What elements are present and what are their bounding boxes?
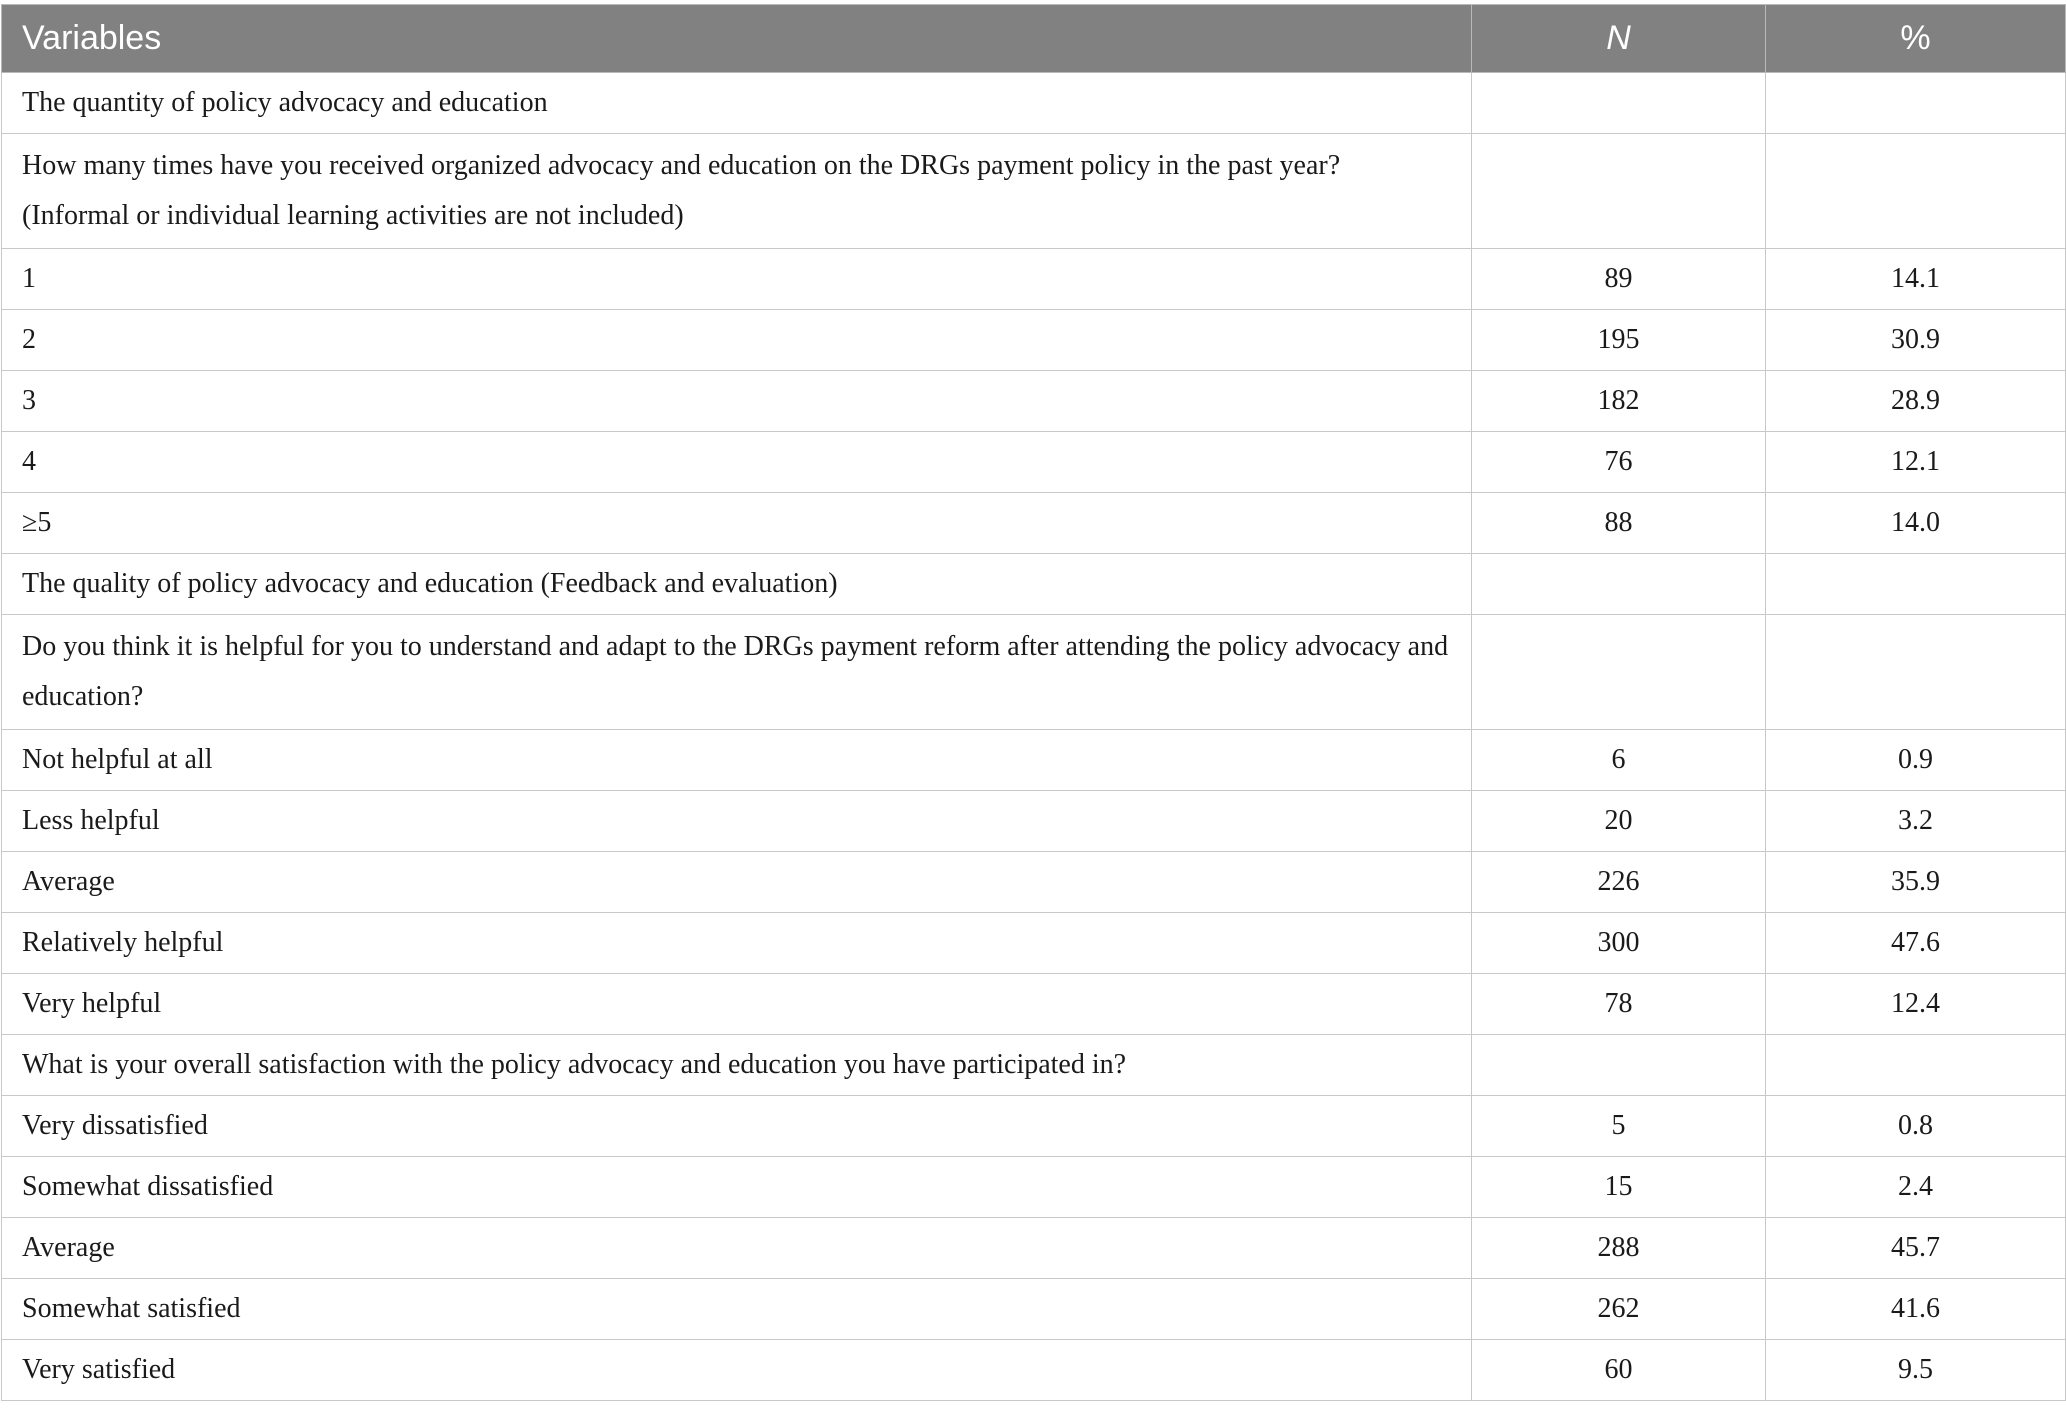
row-n-value — [1472, 554, 1766, 615]
row-percent-value: 2.4 — [1766, 1157, 2066, 1218]
row-percent-value: 45.7 — [1766, 1218, 2066, 1279]
row-percent-value — [1766, 1035, 2066, 1096]
row-label: Somewhat satisfied — [2, 1279, 1472, 1340]
row-n-value: 262 — [1472, 1279, 1766, 1340]
row-n-value: 288 — [1472, 1218, 1766, 1279]
row-label: Average — [2, 852, 1472, 913]
row-n-value: 88 — [1472, 493, 1766, 554]
table-row — [2, 371, 2066, 432]
row-percent-value: 30.9 — [1766, 310, 2066, 371]
row-percent-value — [1766, 615, 2066, 730]
table-row — [2, 249, 2066, 310]
row-label: Very helpful — [2, 974, 1472, 1035]
row-percent-value: 12.4 — [1766, 974, 2066, 1035]
row-label: Very satisfied — [2, 1340, 1472, 1401]
header-row — [2, 5, 2066, 73]
row-n-value: 20 — [1472, 791, 1766, 852]
table-row — [2, 852, 2066, 913]
row-n-value — [1472, 1035, 1766, 1096]
table-row — [2, 1157, 2066, 1218]
table-row — [2, 1035, 2066, 1096]
table-row — [2, 73, 2066, 134]
row-label: ≥5 — [2, 493, 1472, 554]
row-percent-value: 0.9 — [1766, 730, 2066, 791]
row-label: Do you think it is helpful for you to understand and adapt to the DRGs payment reform after attending the policy advocacy and education? — [2, 615, 1472, 730]
table-row — [2, 493, 2066, 554]
table-row — [2, 1340, 2066, 1401]
row-label: Average — [2, 1218, 1472, 1279]
table-row — [2, 310, 2066, 371]
row-label: Somewhat dissatisfied — [2, 1157, 1472, 1218]
table-row — [2, 730, 2066, 791]
row-label: Relatively helpful — [2, 913, 1472, 974]
row-label: Less helpful — [2, 791, 1472, 852]
row-percent-value — [1766, 554, 2066, 615]
row-label: What is your overall satisfaction with the policy advocacy and education you have participated in? — [2, 1035, 1472, 1096]
table-row — [2, 554, 2066, 615]
row-percent-value: 35.9 — [1766, 852, 2066, 913]
row-percent-value: 41.6 — [1766, 1279, 2066, 1340]
table-row — [2, 1096, 2066, 1157]
row-label: 3 — [2, 371, 1472, 432]
row-percent-value: 28.9 — [1766, 371, 2066, 432]
row-n-value: 300 — [1472, 913, 1766, 974]
table-row — [2, 134, 2066, 249]
table-row — [2, 615, 2066, 730]
row-percent-value: 14.0 — [1766, 493, 2066, 554]
table-row — [2, 791, 2066, 852]
row-n-value: 182 — [1472, 371, 1766, 432]
row-n-value: 6 — [1472, 730, 1766, 791]
row-percent-value: 14.1 — [1766, 249, 2066, 310]
table-row — [2, 432, 2066, 493]
row-percent-value — [1766, 73, 2066, 134]
row-label: 1 — [2, 249, 1472, 310]
data-table-container — [0, 4, 2066, 1401]
row-label: How many times have you received organized advocacy and education on the DRGs payment policy in the past year? (Informal or individual learning activities are not included) — [2, 134, 1472, 249]
row-percent-value: 0.8 — [1766, 1096, 2066, 1157]
table-row — [2, 1218, 2066, 1279]
row-label: Very dissatisfied — [2, 1096, 1472, 1157]
row-n-value: 60 — [1472, 1340, 1766, 1401]
row-label: 2 — [2, 310, 1472, 371]
row-n-value — [1472, 73, 1766, 134]
row-n-value: 78 — [1472, 974, 1766, 1035]
row-n-value — [1472, 134, 1766, 249]
row-n-value: 226 — [1472, 852, 1766, 913]
row-label: 4 — [2, 432, 1472, 493]
table-row — [2, 974, 2066, 1035]
table-row — [2, 913, 2066, 974]
row-n-value — [1472, 615, 1766, 730]
table-body — [2, 73, 2066, 1401]
row-percent-value — [1766, 134, 2066, 249]
row-n-value: 5 — [1472, 1096, 1766, 1157]
row-n-value: 15 — [1472, 1157, 1766, 1218]
row-label: The quantity of policy advocacy and education — [2, 73, 1472, 134]
row-percent-value: 3.2 — [1766, 791, 2066, 852]
header-n: N — [1472, 5, 1766, 73]
row-n-value: 89 — [1472, 249, 1766, 310]
row-n-value: 76 — [1472, 432, 1766, 493]
header-variables: Variables — [2, 5, 1472, 73]
table-row — [2, 1279, 2066, 1340]
row-percent-value: 47.6 — [1766, 913, 2066, 974]
row-label: Not helpful at all — [2, 730, 1472, 791]
row-percent-value: 9.5 — [1766, 1340, 2066, 1401]
data-table — [1, 4, 2066, 1401]
header-percent: % — [1766, 5, 2066, 73]
row-n-value: 195 — [1472, 310, 1766, 371]
row-label: The quality of policy advocacy and education (Feedback and evaluation) — [2, 554, 1472, 615]
table-header — [2, 5, 2066, 73]
row-percent-value: 12.1 — [1766, 432, 2066, 493]
